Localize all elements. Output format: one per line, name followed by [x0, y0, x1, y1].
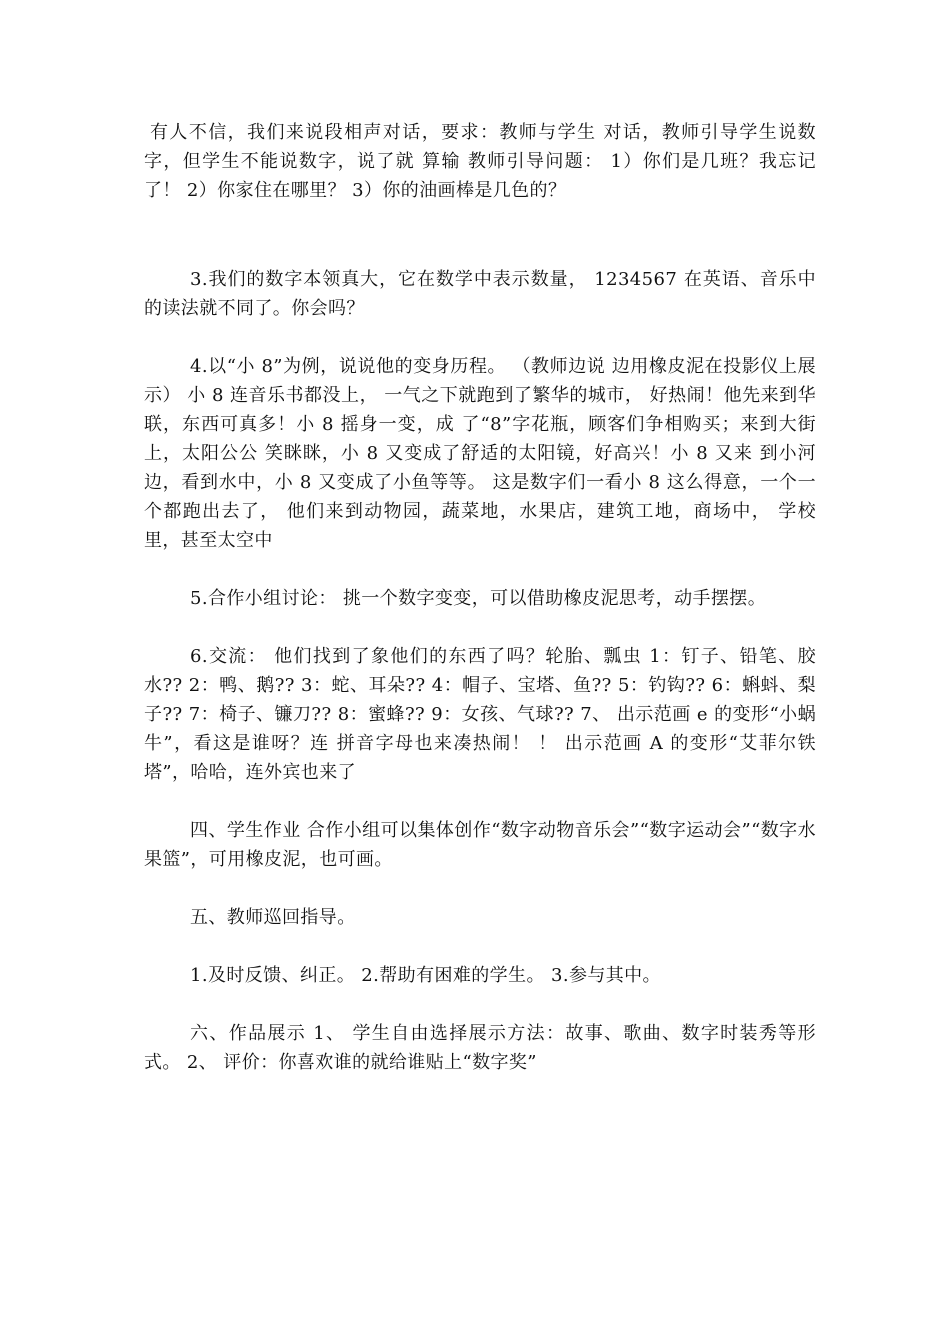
paragraph-section-5: 五、教师巡回指导。: [190, 907, 356, 928]
paragraph-step-6: 6.交流： 他们找到了象他们的东西了吗？轮胎、瓢虫 1：钉子、铅笔、胶水?? 2：鸭、鹅?? 3：蛇、耳朵?? 4：帽子、宝塔、鱼?? 5：钓钩?? 6：蝌蚪、梨子?? 7：椅子、镰刀?? 8：蜜蜂?? 9：女孩、气球?? 7、 出示范画 e 的变形“小蜗牛”，看这是谁呀？连 拼音字母也来凑热闹！ ！ 出示范画 A 的变形“艾菲尔铁塔”，哈哈，连外宾也来了: [144, 646, 816, 783]
paragraph-section-4: 四、学生作业 合作小组可以集体创作“数字动物音乐会”“数字运动会”“数字水果篮”，可用橡皮泥，也可画。: [144, 820, 816, 870]
paragraph-step-3: 3.我们的数字本领真大，它在数学中表示数量， 1234567 在英语、音乐中的读法就不同了。你会吗？: [144, 269, 816, 319]
paragraph-step-5: 5.合作小组讨论： 挑一个数字变变，可以借助橡皮泥思考，动手摆摆。: [190, 588, 767, 609]
document-body: [144, 118, 816, 1077]
paragraph-crosstalk-dialogue: 有人不信，我们来说段相声对话，要求：教师与学生 对话，教师引导学生说数字，但学生不能说数字，说了就 算输 教师引导问题： 1）你们是几班？我忘记了！ 2）你家住在哪里？ 3）你的油画棒是几色的？: [144, 122, 816, 201]
paragraph-section-6: 六、作品展示 1、 学生自由选择展示方法：故事、歌曲、数字时装秀等形式。 2、 评价：你喜欢谁的就给谁贴上“数字奖”: [144, 1023, 816, 1073]
paragraph-guidance-points: 1.及时反馈、纠正。 2.帮助有困难的学生。 3.参与其中。: [190, 965, 661, 986]
paragraph-step-4: 4.以“小 8”为例，说说他的变身历程。 （教师边说 边用橡皮泥在投影仪上展示） 小 8 连音乐书都没上， 一气之下就跑到了繁华的城市， 好热闹！他先来到华联，东西可真多！小 8 摇身一变，成 了“8”字花瓶，顾客们争相购买；来到大街上，太阳公公 笑眯眯，小 8 又变成了舒适的太阳镜，好高兴！小 8 又来 到小河边，看到水中，小 8 又变成了小鱼等等。 这是数字们一看小 8 这么得意，一个一个都跑出去了， 他们来到动物园，蔬菜地，水果店，建筑工地，商场中， 学校里，甚至太空中: [144, 356, 816, 551]
